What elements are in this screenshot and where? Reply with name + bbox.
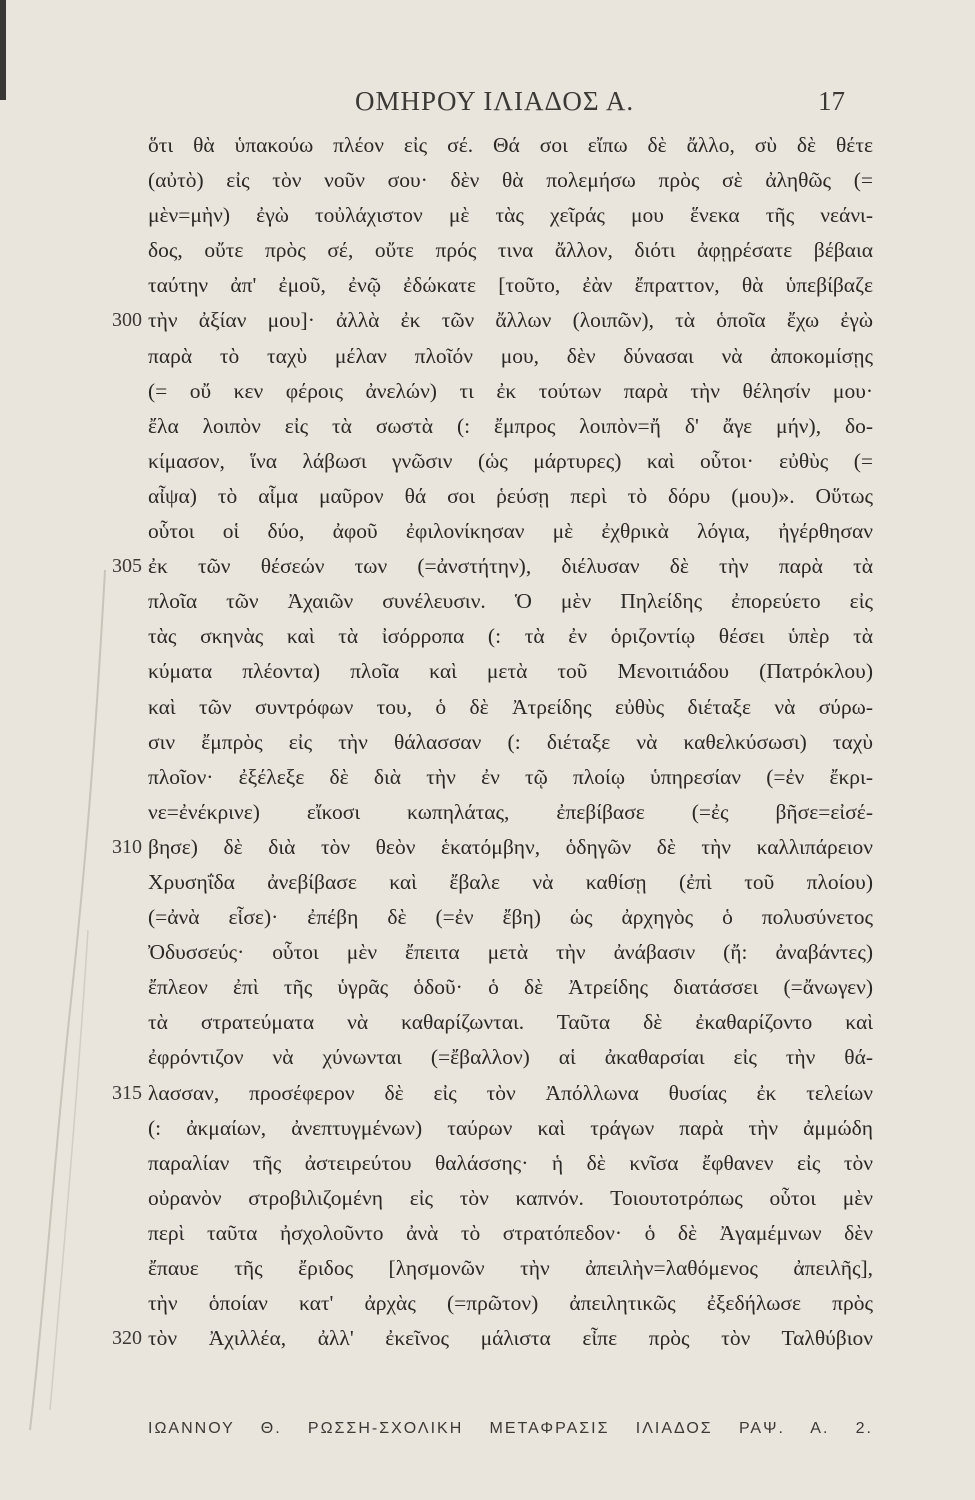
- line-text: Χρυσηΐδα ἀνεβίβασε καὶ ἔβαλε νὰ καθίσῃ (ἐπὶ τοῦ πλοίου): [148, 869, 873, 894]
- line-text: ὅτι θὰ ὑπακούω πλέον εἰς σέ. Θά σοι εἴπω δὲ ἄλλο, σὺ δὲ θέτε: [148, 133, 873, 157]
- line-text: αἶψα) τὸ αἷμα μαῦρον θά σοι ῥεύσῃ περὶ τὸ δόρυ (μου)». Οὕτως: [148, 483, 873, 508]
- verse-line-number: 310: [112, 835, 142, 858]
- text-line: [0, 374, 975, 409]
- verse-line-number: 300: [112, 309, 142, 332]
- line-text: δος, οὔτε πρὸς σέ, οὔτε πρός τινα ἄλλον, διότι ἀφῃρέσατε βέβαια: [148, 238, 873, 263]
- line-text: μὲν=μὴν) ἐγὼ τοὐλάχιστον μὲ τὰς χεῖράς μου ἕνεκα τῆς νεάνι-: [148, 203, 873, 228]
- line-text: (=ἀνὰ εἷσε)· ἐπέβη δὲ (=ἐν ἔβη) ὡς ἀρχηγὸς ὁ πολυσύνετος: [148, 905, 873, 930]
- verse-line-number: 305: [112, 555, 142, 578]
- text-line: [0, 303, 975, 338]
- line-text: περὶ ταῦτα ἠσχολοῦντο ἀνὰ τὸ στρατόπεδον· ὁ δὲ Ἀγαμέμνων δὲν: [148, 1220, 873, 1245]
- text-line: [0, 900, 975, 935]
- line-text: πλοῖα τῶν Ἀχαιῶν συνέλευσιν. Ὁ μὲν Πηλείδης ἐπορεύετο εἰς: [148, 589, 873, 614]
- text-line: [0, 1111, 975, 1146]
- header-title: ΟΜΗΡΟΥ ΙΛΙΑΔΟΣ Α.: [355, 86, 635, 116]
- text-line: [0, 690, 975, 725]
- text-line: [0, 444, 975, 479]
- line-text: ἔλα λοιπὸν εἰς τὰ σωστὰ (: ἔμπρος λοιπὸν=ἤ δ' ἄγε μήν), δο-: [148, 413, 873, 438]
- line-text: ἐφρόντιζον νὰ χύνωνται (=ἔβαλλον) αἱ ἀκαθαρσίαι εἰς τὴν θά-: [148, 1045, 873, 1070]
- line-text: παρὰ τὸ ταχὺ μέλαν πλοῖόν μου, δὲν δύνασαι νὰ ἀποκομίσῃς: [148, 343, 873, 368]
- verse-line-number: 315: [112, 1081, 142, 1104]
- line-text: σιν ἔμπρὸς εἰς τὴν θάλασσαν (: διέταξε νὰ καθελκύσωσι) ταχὺ: [148, 729, 873, 754]
- line-text: λασσαν, προσέφερον δὲ εἰς τὸν Ἀπόλλωνα θυσίας ἐκ τελείων: [148, 1080, 873, 1105]
- text-line: [0, 619, 975, 654]
- line-text: κίμασον, ἵνα λάβωσι γνῶσιν (ὡς μάρτυρες) καὶ οὗτοι· εὐθὺς (=: [148, 448, 873, 473]
- text-line: [0, 1286, 975, 1321]
- text-line: [0, 1076, 975, 1111]
- text-line: [0, 514, 975, 549]
- line-text: τὸν Ἀχιλλέα, ἀλλ' ἐκεῖνος μάλιστα εἶπε πρὸς τὸν Ταλθύβιον: [148, 1326, 873, 1351]
- text-line: [0, 760, 975, 795]
- line-text: παραλίαν τῆς ἀστειρεύτου θαλάσσης· ἡ δὲ κνῖσα ἔφθανεν εἰς τὸν: [148, 1150, 873, 1175]
- printer-footer: ΙΩΑΝΝΟΥ Θ. ΡΩΣΣΗ-ΣΧΟΛΙΚΗ ΜΕΤΑΦΡΑΣΙΣ ΙΛΙΑΔΟΣ ΡΑΨ. Α. 2.: [148, 1420, 873, 1437]
- body-text: [0, 128, 975, 1356]
- line-text: καὶ τῶν συντρόφων του, ὁ δὲ Ἀτρείδης εὐθὺς διέταξε νὰ σύρω-: [148, 694, 873, 719]
- line-text: (: ἀκμαίων, ἀνεπτυγμένων) ταύρων καὶ τράγων παρὰ τὴν ἀμμώδη: [148, 1115, 873, 1140]
- line-text: (αὐτὸ) εἰς τὸν νοῦν σου· δὲν θὰ πολεμήσω πρὸς σὲ ἀληθῶς (=: [148, 168, 873, 193]
- text-line: [0, 339, 975, 374]
- text-line: [0, 1040, 975, 1075]
- text-line: [0, 163, 975, 198]
- line-text: νε=ἐνέκρινε) εἴκοσι κωπηλάτας, ἐπεβίβασε (=ἐς βῆσε=εἰσέ-: [148, 799, 873, 824]
- line-text: Ὀδυσσεύς· οὗτοι μὲν ἔπειτα μετὰ τὴν ἀνάβασιν (ἤ: ἀναβάντες): [148, 940, 873, 965]
- line-text: τὴν ἀξίαν μου]· ἀλλὰ ἐκ τῶν ἄλλων (λοιπῶν), τὰ ὁποῖα ἔχω ἐγὼ: [148, 308, 873, 333]
- text-line: [0, 1216, 975, 1251]
- line-text: ἐκ τῶν θέσεών των (=ἀνστήτην), διέλυσαν δὲ τὴν παρὰ τὰ: [148, 554, 873, 579]
- text-line: [0, 268, 975, 303]
- line-text: πλοῖον· ἐξέλεξε δὲ διὰ τὴν ἐν τῷ πλοίῳ ὑπηρεσίαν (=ἐν ἔκρι-: [148, 764, 873, 789]
- verse-line-number: 320: [112, 1327, 142, 1350]
- text-line: [0, 1146, 975, 1181]
- text-line: [0, 409, 975, 444]
- line-text: (= οὔ κεν φέροις ἀνελών) τι ἐκ τούτων παρὰ τὴν θέλησίν μου·: [148, 378, 873, 403]
- line-text: τὰ στρατεύματα νὰ καθαρίζωνται. Ταῦτα δὲ ἐκαθαρίζοντο καὶ: [148, 1010, 873, 1035]
- text-line: [0, 830, 975, 865]
- line-text: ἔπλεον ἐπὶ τῆς ὑγρᾶς ὁδοῦ· ὁ δὲ Ἀτρείδης διατάσσει (=ἄνωγεν): [148, 975, 873, 1000]
- line-text: ταύτην ἀπ' ἐμοῦ, ἐνῷ ἐδώκατε [τοῦτο, ἐὰν ἔπραττον, θὰ ὑπεβίβαζε: [148, 273, 873, 298]
- text-line: [0, 935, 975, 970]
- text-line: [0, 1005, 975, 1040]
- text-line: [0, 1181, 975, 1216]
- text-line: [0, 233, 975, 268]
- line-text: ἔπαυε τῆς ἔριδος [λησμονῶν τὴν ἀπειλὴν=λαθόμενος ἀπειλῆς],: [148, 1256, 873, 1280]
- text-line: [0, 725, 975, 760]
- line-text: τὰς σκηνὰς καὶ τὰ ἰσόρροπα (: τὰ ἐν ὁριζοντίῳ θέσει ὑπὲρ τὰ: [148, 624, 873, 649]
- text-line: [0, 198, 975, 233]
- text-line: [0, 654, 975, 689]
- text-line: [0, 865, 975, 900]
- text-line: [0, 584, 975, 619]
- text-line: [0, 479, 975, 514]
- line-text: οὗτοι οἱ δύο, ἀφοῦ ἐφιλονίκησαν μὲ ἐχθρικὰ λόγια, ἠγέρθησαν: [148, 519, 873, 544]
- running-header: [0, 80, 975, 120]
- text-line: [0, 970, 975, 1005]
- text-line: [0, 1251, 975, 1286]
- line-text: οὐρανὸν στροβιλιζομένη εἰς τὸν καπνόν. Τοιουτοτρόπως οὗτοι μὲν: [148, 1185, 873, 1210]
- text-line: [0, 795, 975, 830]
- text-line: [0, 1321, 975, 1356]
- text-line: [0, 128, 975, 163]
- line-text: κύματα πλέοντα) πλοῖα καὶ μετὰ τοῦ Μενοιτιάδου (Πατρόκλου): [148, 659, 873, 684]
- line-text: τὴν ὁποίαν κατ' ἀρχὰς (=πρῶτον) ἀπειλητικῶς ἐξεδήλωσε πρὸς: [148, 1291, 873, 1316]
- text-line: [0, 549, 975, 584]
- page-number: 17: [818, 86, 845, 116]
- line-text: βησε) δὲ διὰ τὸν θεὸν ἑκατόμβην, ὁδηγῶν δὲ τὴν καλλιπάρειον: [148, 834, 873, 859]
